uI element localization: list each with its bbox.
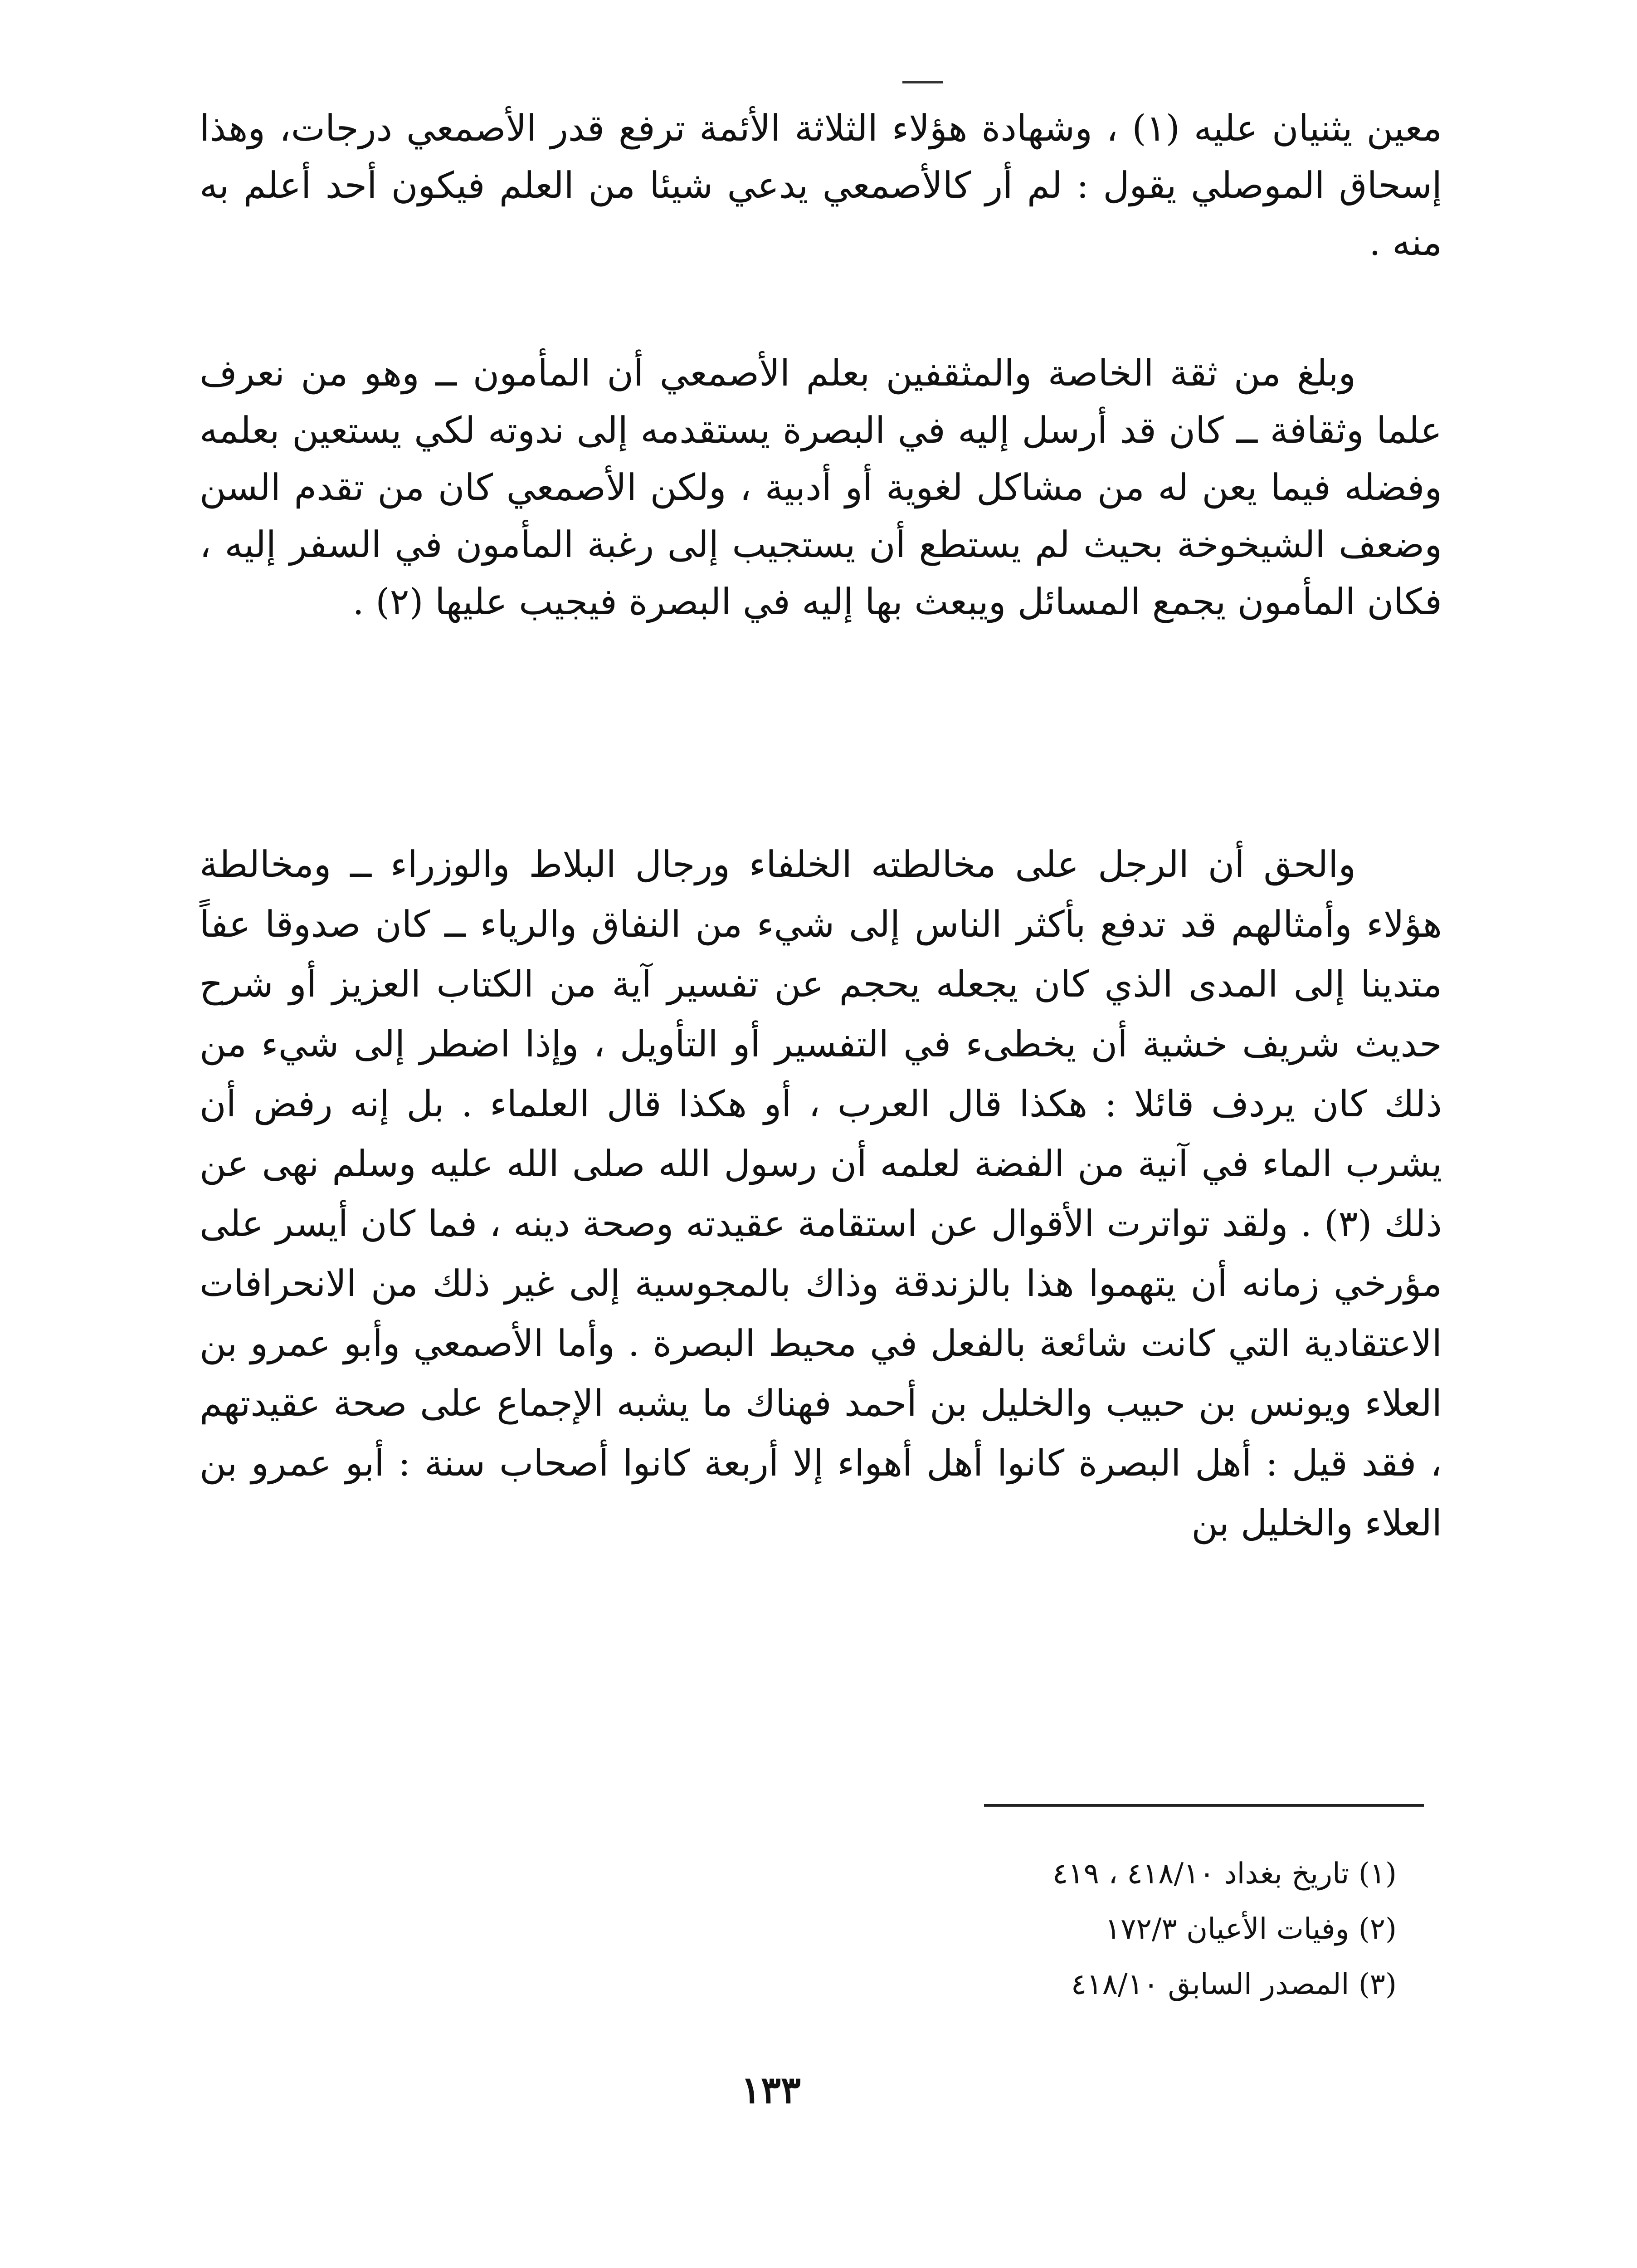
top-mark	[902, 81, 943, 83]
paragraph-3	[200, 835, 1442, 1553]
paragraph-2	[200, 345, 1442, 631]
footnote-1: (١) تاريخ بغداد ٤١٨/١٠ ، ٤١٩	[1052, 1857, 1397, 1891]
paragraph-1	[200, 100, 1442, 271]
paragraph-3-text: والحق أن الرجل على مخالطته الخلفاء ورجال البلاط والوزراء ــ ومخالطة هؤلاء وأمثالهم قد تدفع بأكثر الناس إلى شيء من النفاق والرياء ــ كان صدوقا عفاً متدينا إلى المدى الذي كان يجعله يحجم عن تفسير آية من الكتاب العزيز أو شرح حديث شريف خشية أن يخطىء في التفسير أو التأويل ، وإذا اضطر إلى شيء من ذلك كان يردف قائلا : هكذا قال العرب ، أو هكذا قال العلماء . بل إنه رفض أن يشرب الماء في آنية من الفضة لعلمه أن رسول الله صلى الله عليه وسلم نهى عن ذلك (٣) . ولقد تواترت الأقوال عن استقامة عقيدته وصحة دينه ، فما كان أيسر على مؤرخي زمانه أن يتهموا هذا بالزندقة وذاك بالمجوسية إلى غير ذلك من الانحرافات الاعتقادية التي كانت شائعة بالفعل في محيط البصرة . وأما الأصمعي وأبو عمرو بن العلاء ويونس بن حبيب والخليل بن أحمد فهناك ما يشبه الإجماع على صحة عقيدتهم ، فقد قيل : أهل البصرة كانوا أهل أهواء إلا أربعة كانوا أصحاب سنة : أبو عمرو بن العلاء والخليل بن	[200, 843, 1442, 1544]
paragraph-2-text: وبلغ من ثقة الخاصة والمثقفين بعلم الأصمعي أن المأمون ــ وهو من نعرف علما وثقافة ــ كان قد أرسل إليه في البصرة يستقدمه إلى ندوته لكي يستعين بعلمه وفضله فيما يعن له من مشاكل لغوية أو أدبية ، ولكن الأصمعي كان من تقدم السن وضعف الشيخوخة بحيث لم يستطع أن يستجيب إلى رغبة المأمون في السفر إليه ، فكان المأمون يجمع المسائل ويبعث بها إليه في البصرة فيجيب عليها (٢) .	[200, 352, 1442, 623]
footnotes	[862, 1846, 1397, 2012]
page-number: ١٣٣	[741, 2068, 801, 2112]
footnote-divider	[984, 1804, 1424, 1807]
footnote-3: (٣) المصدر السابق ٤١٨/١٠	[1071, 1968, 1397, 2001]
footnote-2: (٢) وفيات الأعيان ١٧٢/٣	[1105, 1912, 1397, 1946]
paragraph-1-text: معين يثنيان عليه (١) ، وشهادة هؤلاء الثلاثة الأئمة ترفع قدر الأصمعي درجات، وهذا إسحاق الموصلي يقول : لم أر كالأصمعي يدعي شيئا من العلم فيكون أحد أعلم به منه .	[200, 107, 1442, 264]
